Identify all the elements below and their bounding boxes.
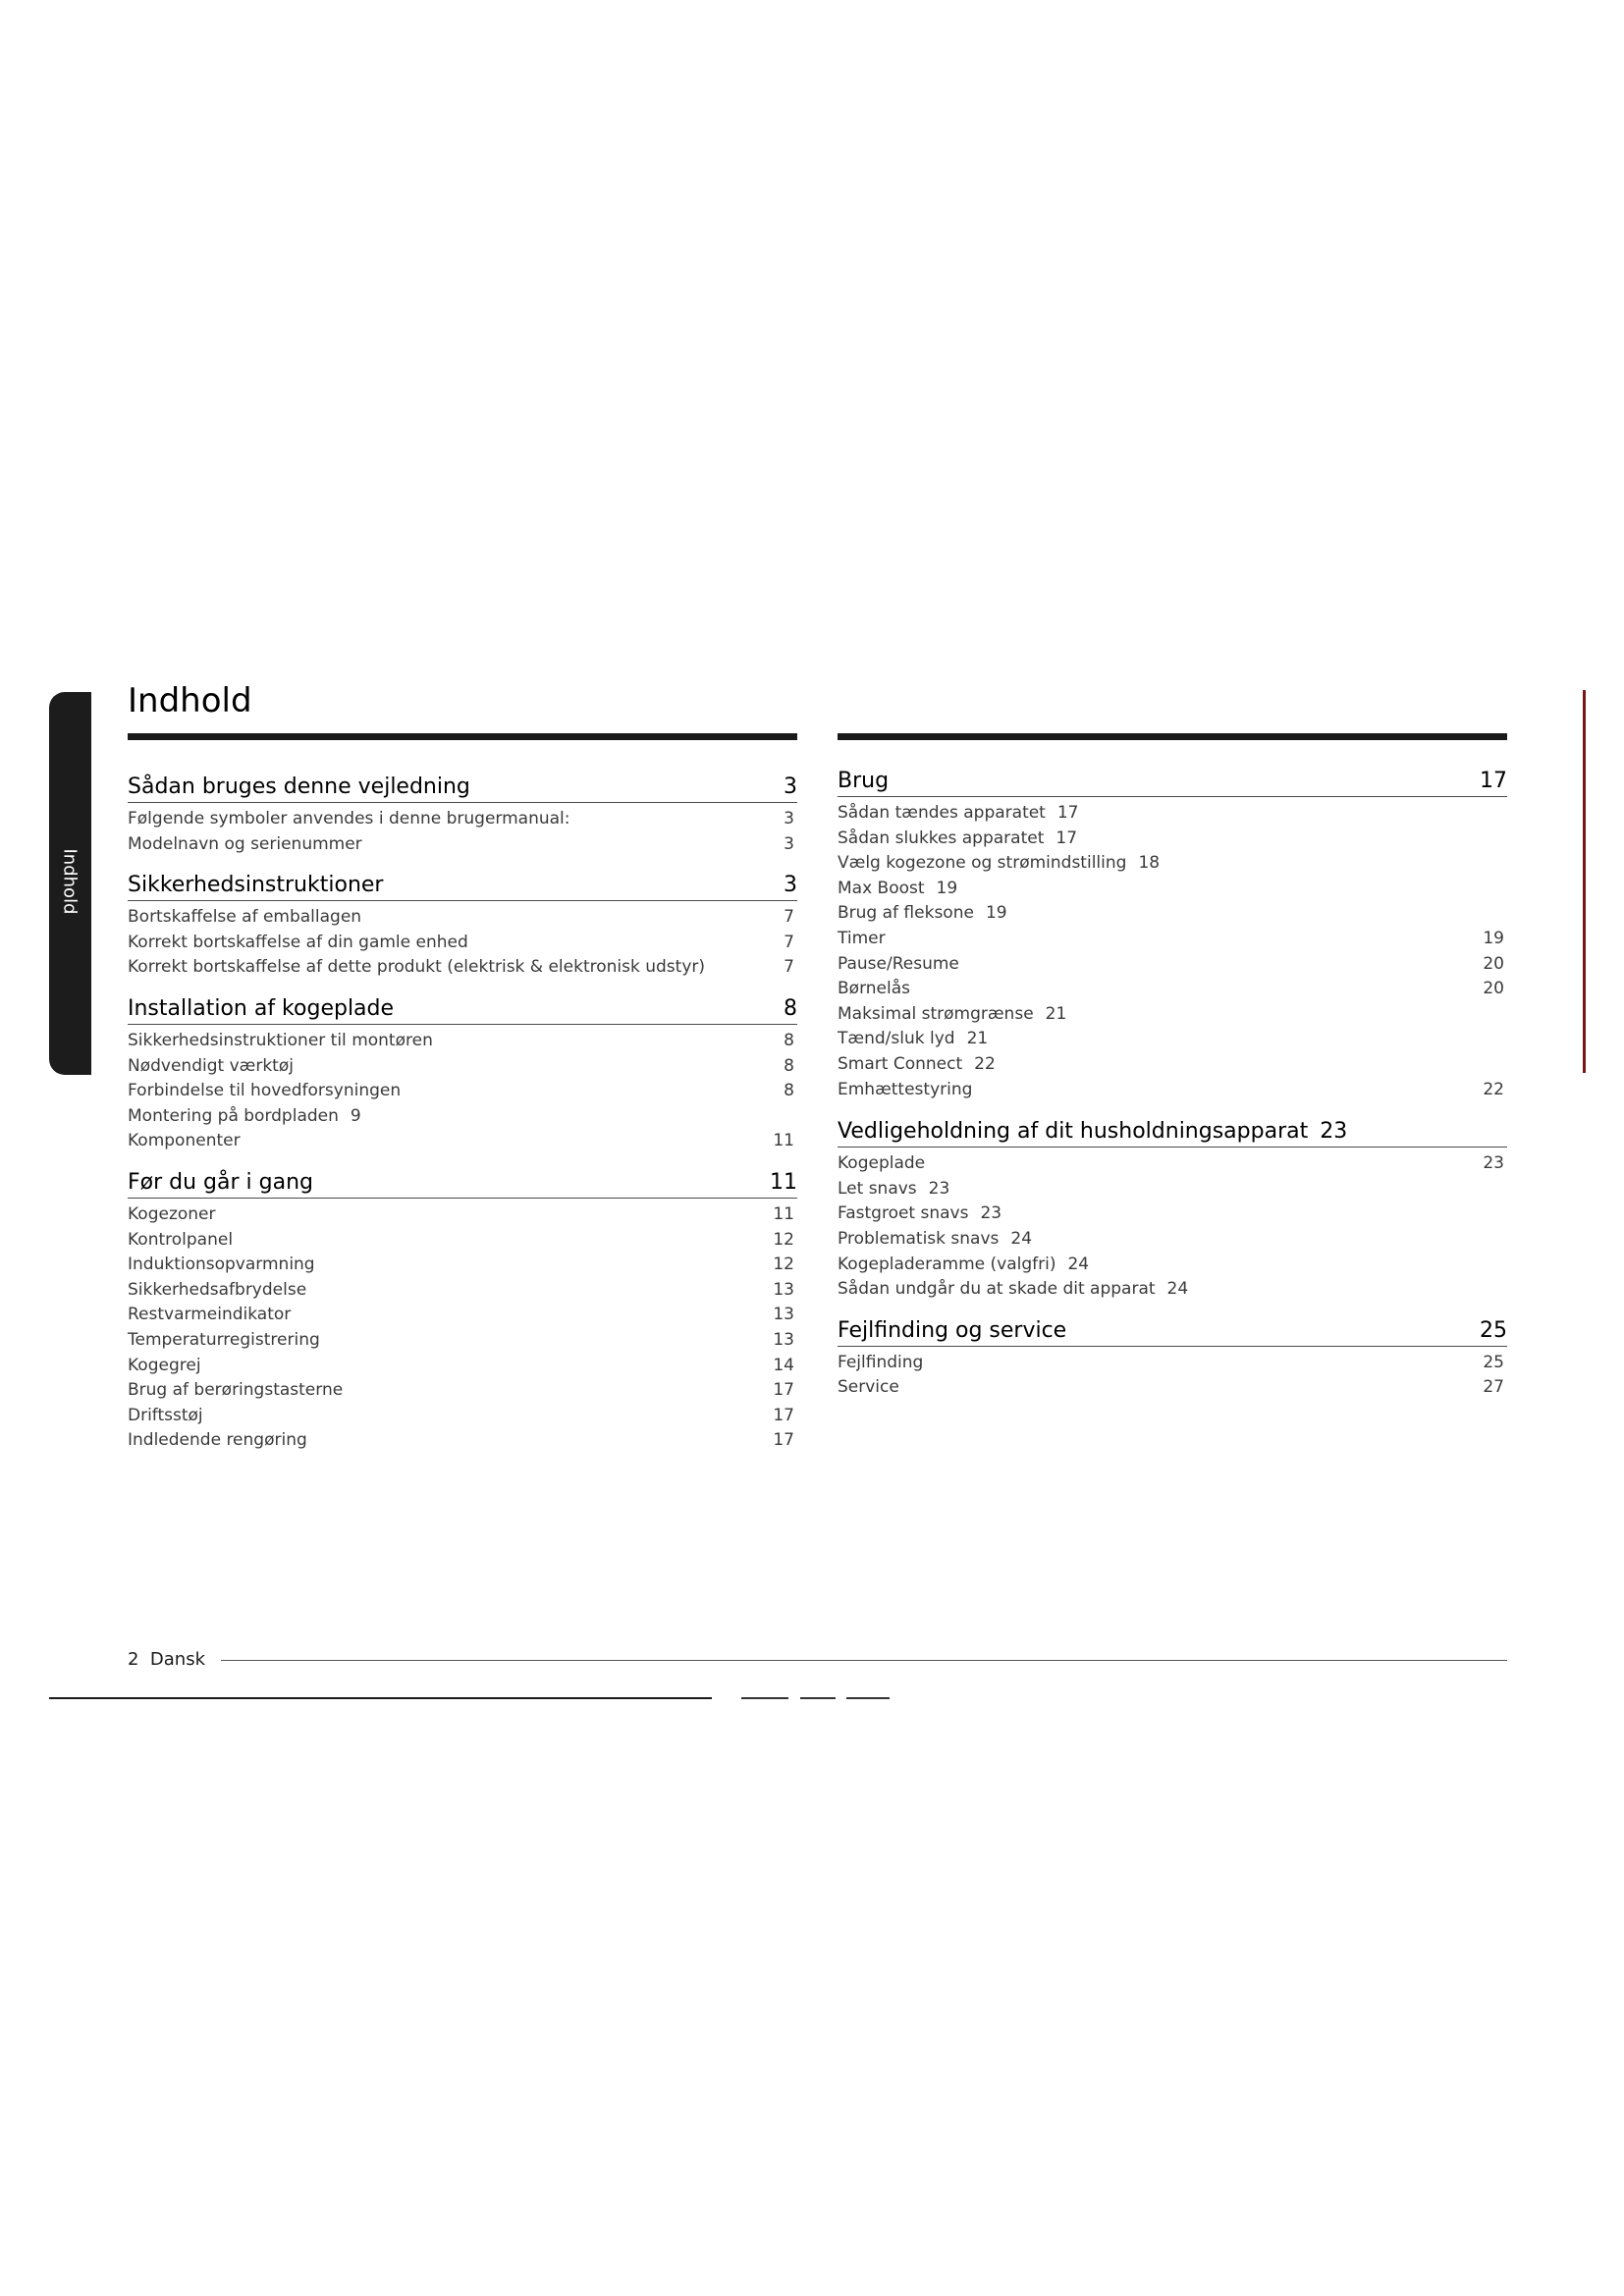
toc-entry[interactable] [128, 1378, 797, 1404]
toc-entry-label: Sådan slukkes apparatet [838, 828, 1045, 848]
toc-entry-label: Kogezoner [128, 1203, 216, 1224]
toc-entry-page: 21 [1045, 1003, 1067, 1024]
toc-entry[interactable] [128, 1129, 797, 1154]
toc-entry[interactable] [838, 1227, 1507, 1253]
toc-entry-label: Max Boost [838, 878, 925, 898]
toc-entry[interactable] [128, 1079, 797, 1104]
toc-entry[interactable] [128, 1228, 797, 1254]
toc-entry-label: Problematisk snavs [838, 1228, 1000, 1249]
toc-entry-label: Kogeplade [838, 1153, 926, 1174]
toc-section-heading[interactable] [128, 873, 797, 901]
toc-entry-list [838, 797, 1507, 1102]
toc-entry[interactable] [128, 1328, 797, 1354]
toc-entry-page: 22 [974, 1053, 996, 1074]
toc-entry-page: 7 [784, 907, 794, 928]
toc-section [838, 1318, 1507, 1401]
toc-entry[interactable] [838, 1078, 1507, 1103]
toc-entry-label: Kogepladeramme (valgfri) [838, 1254, 1056, 1274]
toc-entry-label: Service [838, 1377, 899, 1398]
toc-entry-label: Fejlfinding [838, 1352, 924, 1372]
toc-entry[interactable] [128, 905, 797, 931]
toc-entry-page: 19 [1483, 928, 1504, 948]
toc-entry-label: Korrekt bortskaffelse af din gamle enhed [128, 932, 468, 952]
toc-entry-page: 18 [1138, 853, 1161, 874]
toc-entry[interactable] [128, 1303, 797, 1328]
toc-entry[interactable] [128, 931, 797, 956]
toc-entry-page: 23 [928, 1178, 950, 1199]
toc-section-heading[interactable] [128, 774, 797, 803]
toc-entry[interactable] [128, 955, 797, 981]
toc-entry-list [838, 1347, 1507, 1401]
toc-entry-page: 3 [784, 809, 794, 828]
toc-entry[interactable] [838, 827, 1507, 852]
section-title: Sikkerhedsinstruktioner [128, 873, 384, 898]
toc-entry-page: 17 [1056, 803, 1079, 823]
toc-entry-label: Vælg kogezone og strømindstilling [838, 853, 1127, 874]
toc-entry-label: Sådan tændes apparatet [838, 803, 1046, 823]
section-page: 25 [1480, 1317, 1507, 1343]
toc-section-heading[interactable] [838, 1119, 1507, 1148]
toc-entry-page: 22 [1483, 1079, 1504, 1099]
section-spacer [128, 981, 797, 996]
toc-entry-label: Komponenter [128, 1131, 241, 1151]
section-title: Installation af kogeplade [128, 995, 395, 1021]
toc-entry-list [128, 1199, 797, 1454]
toc-entry[interactable] [838, 851, 1507, 877]
section-title: Før du går i gang [128, 1169, 313, 1195]
section-page: 23 [1320, 1119, 1348, 1145]
toc-entry[interactable] [838, 1052, 1507, 1078]
toc-entry-page: 17 [773, 1405, 794, 1425]
toc-entry[interactable] [128, 832, 797, 858]
toc-section [128, 774, 797, 857]
footer-rule [221, 1660, 1507, 1661]
side-tab-label: Indhold [59, 848, 81, 915]
toc-entry-label: Nødvendigt værktøj [128, 1055, 294, 1076]
toc-entry-page: 7 [784, 932, 794, 952]
toc-entry-page: 14 [773, 1355, 794, 1375]
toc-column-right [838, 769, 1507, 1401]
toc-entry-page: 20 [1483, 979, 1504, 999]
section-title: Sådan bruges denne vejledning [128, 774, 470, 799]
toc-entry-page: 17 [773, 1430, 794, 1451]
toc-entry[interactable] [838, 1253, 1507, 1278]
toc-entry-page: 17 [1056, 828, 1078, 848]
toc-entry-page: 11 [773, 1203, 794, 1224]
toc-entry[interactable] [838, 1201, 1507, 1227]
toc-section [838, 769, 1507, 1102]
toc-entry[interactable] [128, 1054, 797, 1080]
toc-entry-page: 9 [350, 1105, 361, 1126]
toc-entry[interactable] [838, 1151, 1507, 1177]
toc-entry[interactable] [838, 1277, 1507, 1303]
toc-entry-label: Maksimal strømgrænse [838, 1003, 1034, 1024]
crop-mark [846, 1697, 890, 1699]
toc-entry[interactable] [128, 807, 797, 832]
toc-entry[interactable] [838, 1375, 1507, 1401]
toc-section [128, 1170, 797, 1454]
toc-entry-list [128, 901, 797, 981]
toc-entry-label: Temperaturregistrering [128, 1329, 320, 1350]
toc-entry-label: Timer [838, 928, 886, 948]
page-title: Indhold [128, 681, 252, 721]
toc-entry-label: Bortskaffelse af emballagen [128, 907, 362, 928]
toc-entry-label: Sikkerhedsafbrydelse [128, 1279, 307, 1300]
toc-entry-label: Følgende symboler anvendes i denne brugermanual: [128, 809, 570, 828]
toc-entry-page: 3 [784, 833, 794, 854]
footer [128, 1649, 205, 1670]
toc-entry-label: Børnelås [838, 979, 910, 999]
toc-entry[interactable] [128, 1404, 797, 1429]
toc-section-heading[interactable] [838, 769, 1507, 797]
toc-entry[interactable] [838, 1002, 1507, 1028]
toc-entry-page: 8 [784, 1030, 794, 1050]
toc-entry-label: Sikkerhedsinstruktioner til montøren [128, 1030, 433, 1050]
section-page: 3 [784, 774, 797, 799]
bottom-rule [49, 1697, 712, 1699]
title-rule-left [128, 733, 797, 740]
toc-entry-page: 8 [784, 1055, 794, 1076]
edge-mark [1583, 690, 1586, 1073]
toc-entry[interactable] [838, 1177, 1507, 1202]
toc-entry-page: 23 [980, 1203, 1002, 1224]
toc-column-left [128, 774, 797, 1454]
toc-entry-label: Smart Connect [838, 1053, 963, 1074]
toc-section-heading[interactable] [128, 1170, 797, 1199]
toc-entry-page: 13 [773, 1305, 794, 1325]
toc-entry[interactable] [838, 952, 1507, 978]
toc-section [838, 1119, 1507, 1303]
toc-entry[interactable] [128, 1428, 797, 1454]
toc-entry[interactable] [128, 1104, 797, 1130]
toc-entry-list [128, 1025, 797, 1154]
toc-entry[interactable] [838, 877, 1507, 902]
toc-entry-page: 7 [784, 957, 794, 978]
toc-entry-page: 13 [773, 1329, 794, 1350]
toc-entry-label: Indledende rengøring [128, 1430, 307, 1451]
toc-entry[interactable] [838, 1351, 1507, 1376]
toc-entry-label: Brug af berøringstasterne [128, 1380, 344, 1401]
toc-entry-label: Fastgroet snavs [838, 1203, 969, 1224]
toc-entry-page: 11 [773, 1131, 794, 1151]
toc-entry-label: Korrekt bortskaffelse af dette produkt (elektrisk & elektronisk udstyr) [128, 957, 706, 978]
toc-entry-page: 24 [1067, 1254, 1090, 1274]
title-rule-right [838, 733, 1507, 740]
toc-entry-list [128, 803, 797, 857]
toc-entry-label: Modelnavn og serienummer [128, 833, 362, 854]
toc-entry-label: Pause/Resume [838, 953, 959, 974]
crop-mark [741, 1697, 788, 1699]
toc-section [128, 996, 797, 1154]
section-page: 8 [784, 995, 797, 1021]
toc-entry[interactable] [128, 1202, 797, 1228]
section-title: Fejlfinding og service [838, 1317, 1067, 1343]
toc-entry-label: Tænd/sluk lyd [838, 1029, 955, 1049]
toc-entry-label: Kogegrej [128, 1355, 201, 1375]
toc-section-heading[interactable] [838, 1318, 1507, 1347]
section-spacer [838, 1303, 1507, 1318]
toc-entry[interactable] [128, 1029, 797, 1054]
toc-entry-page: 20 [1483, 953, 1504, 974]
toc-entry-page: 12 [773, 1255, 794, 1275]
footer-page-number: 2 [128, 1649, 139, 1670]
toc-section [128, 873, 797, 981]
section-title: Vedligeholdning af dit husholdningsapparat [838, 1119, 1309, 1145]
toc-entry[interactable] [838, 901, 1507, 927]
toc-entry-page: 24 [1166, 1279, 1189, 1300]
section-page: 11 [770, 1169, 797, 1195]
toc-entry-page: 24 [1010, 1228, 1033, 1249]
footer-language: Dansk [149, 1649, 206, 1670]
section-spacer [128, 1154, 797, 1170]
section-title: Brug [838, 769, 890, 793]
toc-entry[interactable] [838, 1027, 1507, 1052]
toc-entry-page: 8 [784, 1081, 794, 1101]
section-spacer [128, 857, 797, 873]
toc-entry[interactable] [838, 801, 1507, 827]
toc-entry[interactable] [128, 1253, 797, 1278]
toc-entry-label: Sådan undgår du at skade dit apparat [838, 1279, 1156, 1300]
toc-entry-page: 19 [936, 878, 958, 898]
toc-entry-label: Restvarmeindikator [128, 1305, 292, 1325]
section-spacer [838, 1102, 1507, 1119]
toc-entry-page: 19 [985, 903, 1007, 924]
toc-entry-page: 27 [1483, 1377, 1504, 1398]
toc-entry[interactable] [838, 927, 1507, 952]
toc-entry[interactable] [838, 977, 1507, 1002]
toc-entry[interactable] [128, 1354, 797, 1379]
crop-mark [800, 1697, 836, 1699]
section-page: 17 [1480, 769, 1507, 793]
toc-entry-label: Brug af fleksone [838, 903, 974, 924]
toc-entry-page: 23 [1483, 1153, 1504, 1174]
toc-entry-page: 13 [773, 1279, 794, 1300]
toc-entry-label: Driftsstøj [128, 1405, 203, 1425]
toc-entry-page: 17 [773, 1380, 794, 1401]
toc-entry-label: Emhættestyring [838, 1079, 973, 1099]
toc-entry-label: Kontrolpanel [128, 1229, 234, 1250]
toc-entry-label: Montering på bordpladen [128, 1105, 339, 1126]
toc-section-heading[interactable] [128, 996, 797, 1025]
toc-entry-page: 25 [1483, 1352, 1504, 1372]
toc-entry-label: Forbindelse til hovedforsyningen [128, 1081, 402, 1101]
toc-entry-page: 12 [773, 1229, 794, 1250]
toc-entry-label: Let snavs [838, 1178, 917, 1199]
toc-entry[interactable] [128, 1278, 797, 1304]
toc-entry-list [838, 1148, 1507, 1303]
toc-entry-page: 21 [966, 1029, 989, 1049]
toc-entry-label: Induktionsopvarmning [128, 1255, 315, 1275]
section-page: 3 [784, 873, 797, 898]
